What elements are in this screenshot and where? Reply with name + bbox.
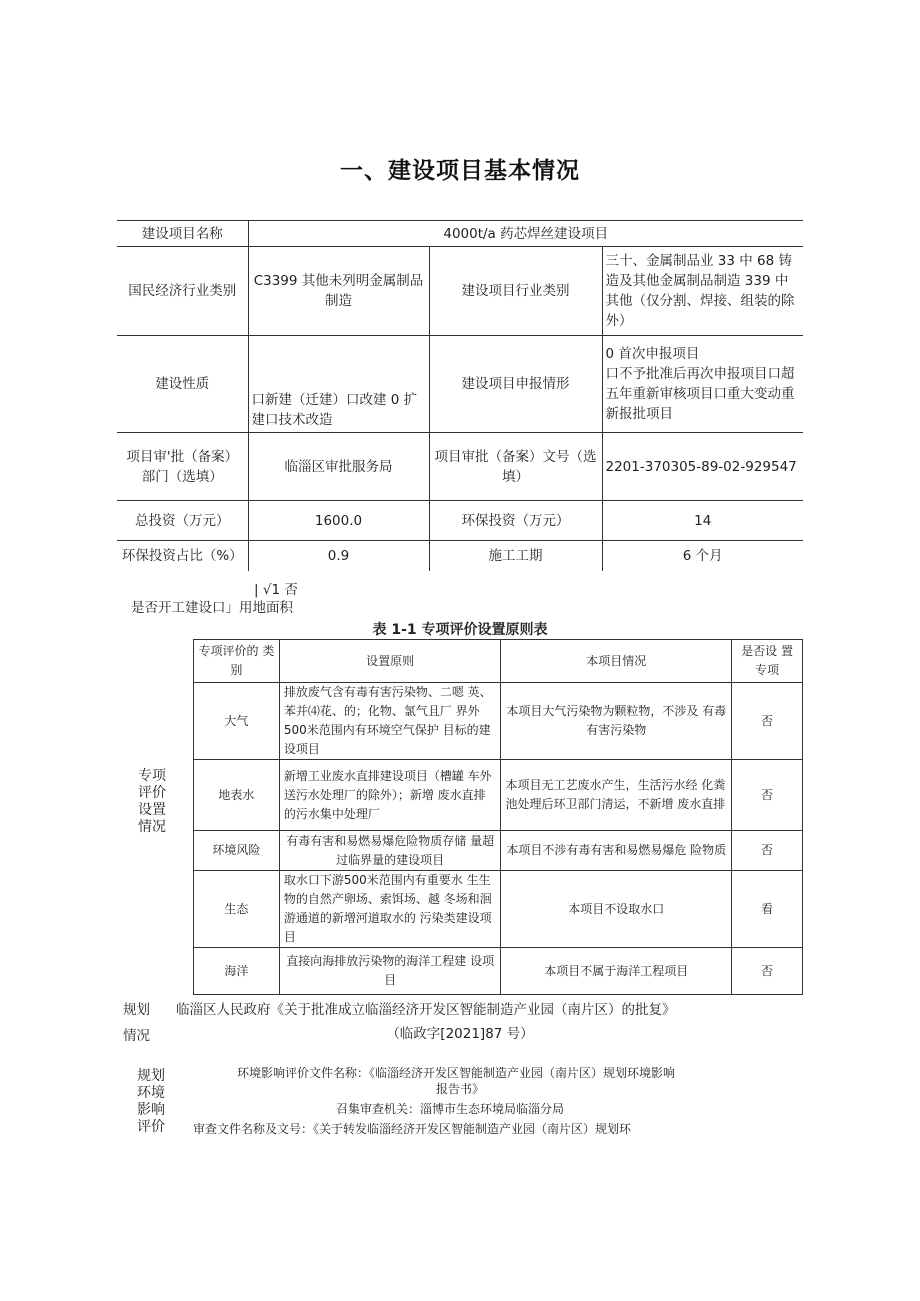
approval-dept-label: 项目审'批（备案）部门（选填）: [117, 433, 248, 501]
table-row: [194, 760, 803, 831]
planning-text-2: （临政字[2021]87 号）: [386, 1026, 534, 1042]
row-principle: 排放废气含有毒有害污染物、二嗯 英、苯并⑷花、的；化物、氯气且厂 界外500米范围内有环境空气保护 目标的建设项目: [279, 683, 501, 760]
env-invest-value: 14: [602, 501, 803, 541]
planning-env-line-1: 环境影响评价文件名称：《临淄经济开发区智能制造产业园（南片区）规划环境影响: [237, 1066, 676, 1080]
row-principle: 有毒有害和易燃易爆危险物质存储 量超过临界量的建设项目: [279, 831, 501, 871]
row-principle: 取水口下游500米范围内有重要水 生生物的自然产卵场、索饵场、越 冬场和洄游通道的新增河道取水的 污染类建设项目: [279, 871, 501, 948]
table-row: [194, 831, 803, 871]
row-category: 大气: [194, 683, 280, 760]
planning-env-side-label: 规划 环境 影响 评价: [137, 1068, 165, 1135]
planning-label-2: 情况: [123, 1028, 150, 1044]
table-row: [194, 683, 803, 760]
principle-table: [193, 639, 803, 995]
ratio-value: 0.9: [248, 541, 429, 571]
industry-label: 国民经济行业类别: [117, 247, 248, 336]
row-category: 地表水: [194, 760, 280, 831]
env-invest-label: 环保投资（万元）: [429, 501, 602, 541]
project-name-label: 建设项目名称: [117, 221, 248, 247]
started-line: 是否开工建设口」用地面积: [131, 600, 293, 616]
project-info-table: [117, 220, 803, 571]
row-result: 否: [732, 831, 803, 871]
table-row: [194, 871, 803, 948]
header-situation: 本项目情况: [501, 640, 732, 683]
page-title: 一、建设项目基本情况: [340, 158, 580, 184]
approval-dept-value: 临淄区审批服务局: [248, 433, 429, 501]
nature-label: 建设性质: [117, 336, 248, 433]
planning-env-line-4: 审查文件名称及文号：《关于转发临淄经济开发区智能制造产业园（南片区）规划环: [193, 1122, 632, 1136]
row-situation: 本项目不属于海洋工程项目: [501, 948, 732, 995]
project-industry-value: 三十、金属制品业 33 中 68 铸造及其他金属制品制造 339 中其他（仅分割、焊接、组装的除外）: [602, 247, 803, 336]
declare-value: [602, 336, 803, 433]
planning-env-line-2: 报告书》: [435, 1082, 484, 1096]
ratio-label: 环保投资占比（%）: [117, 541, 248, 571]
header-category: 专项评价的 类别: [194, 640, 280, 683]
check-line: | √1 否: [254, 582, 298, 598]
row-situation: 本项目不设取水口: [501, 871, 732, 948]
project-name-value: 4000t/a 药芯焊丝建设项目: [248, 221, 803, 247]
invest-value: 1600.0: [248, 501, 429, 541]
table-row: [194, 948, 803, 995]
industry-value: C3399 其他未列明金属制品制造: [248, 247, 429, 336]
special-eval-side-label: 专项 评价 设置 情况: [138, 768, 166, 835]
period-label: 施工工期: [429, 541, 602, 571]
row-category: 环境风险: [194, 831, 280, 871]
row-category: 生态: [194, 871, 280, 948]
declare-line-1: 0 首次申报项目: [605, 346, 700, 362]
period-value: 6 个月: [602, 541, 803, 571]
row-situation: 本项目无工艺废水产生，生活污水经 化粪池处理后环卫部门清运，不新增 废水直排: [501, 760, 732, 831]
header-result: 是否设 置专项: [732, 640, 803, 683]
header-principle: 设置原则: [279, 640, 501, 683]
approval-no-value: 2201-370305-89-02-929547: [602, 433, 803, 501]
declare-line-2: 口不予批准后再次申报项目口超五年重新审核项目口重大变动重新报批项目: [605, 366, 795, 422]
principle-header-row: [194, 640, 803, 683]
planning-text-1: 临淄区人民政府《关于批准成立临淄经济开发区智能制造产业园（南片区）的批复》: [176, 1002, 676, 1018]
planning-env-line-3: 召集审查机关：淄博市生态环境局临淄分局: [336, 1102, 565, 1116]
declare-label: 建设项目申报情形: [429, 336, 602, 433]
row-situation: 本项目不涉有毒有害和易燃易爆危 险物质: [501, 831, 732, 871]
row-category: 海洋: [194, 948, 280, 995]
planning-label-1: 规划: [123, 1002, 150, 1018]
row-principle: 直接向海排放污染物的海洋工程建 设项目: [279, 948, 501, 995]
row-result: 看: [732, 871, 803, 948]
approval-no-label: 项目审批（备案）文号（选填）: [429, 433, 602, 501]
nature-value: 口新建（迁建）口改建 0 扩建口技术改造: [248, 336, 429, 433]
row-result: 否: [732, 683, 803, 760]
table-caption: 表 1-1 专项评价设置原则表: [372, 622, 548, 638]
row-result: 否: [732, 948, 803, 995]
project-industry-label: 建设项目行业类别: [429, 247, 602, 336]
invest-label: 总投资（万元）: [117, 501, 248, 541]
row-result: 否: [732, 760, 803, 831]
row-situation: 本项目大气污染物为颗粒物，不涉及 有毒有害污染物: [501, 683, 732, 760]
row-principle: 新增工业废水直排建设项目（槽罐 车外送污水处理厂的除外）；新增 废水直排的污水集中处理厂: [279, 760, 501, 831]
